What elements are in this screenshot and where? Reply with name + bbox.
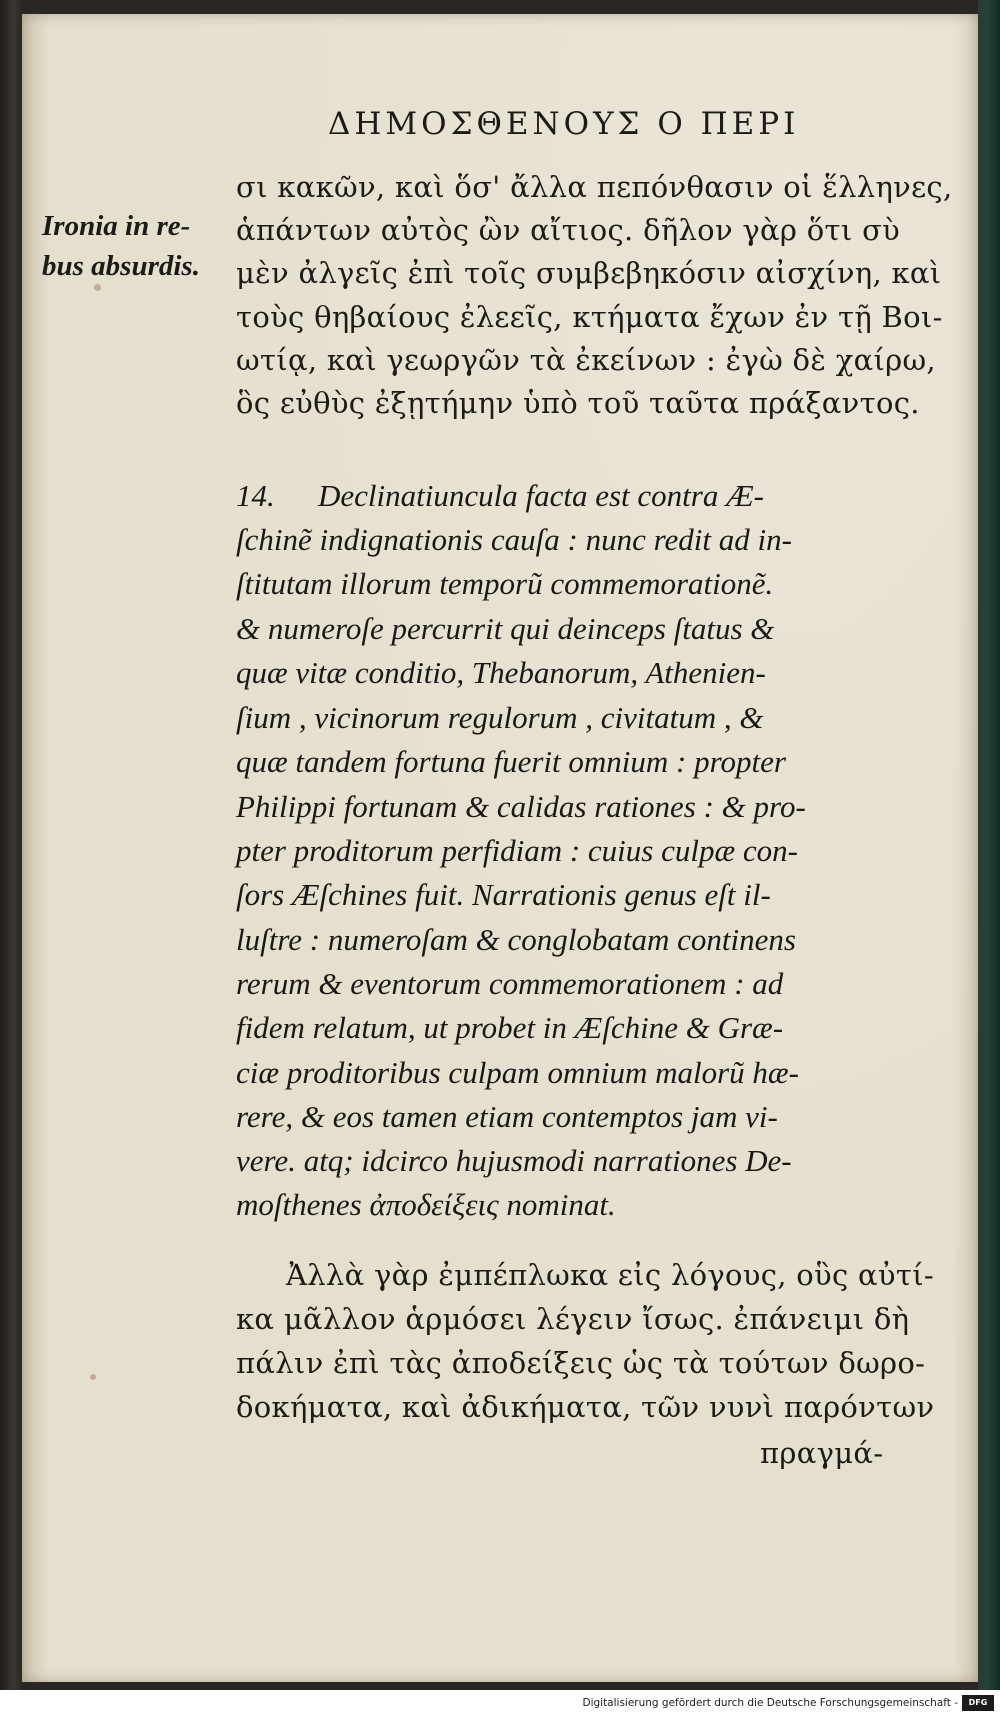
- greek-line: κα μᾶλλον ἁρμόσει λέγειν ἴσως. ἐπάνειμι δὴ: [236, 1302, 910, 1336]
- latin-line-text: Declinatiuncula facta est contra Æ-: [318, 478, 764, 513]
- margin-note: [42, 206, 200, 286]
- book-cover-right-edge: [978, 0, 1000, 1690]
- margin-note-line: bus absurdis.: [42, 250, 200, 282]
- latin-line: fidem relatum, ut probet in Æſchine & Græ-: [236, 1010, 784, 1045]
- greek-line: σι κακῶν, καὶ ὅσ' ἄλλα πεπόνθασιν οἱ ἕλληνες,: [236, 170, 953, 204]
- greek-line: μὲν ἀλγεῖς ἐπὶ τοῖς συμβεβηκόσιν αἰσχίνη, καὶ: [236, 256, 942, 290]
- greek-line: ωτίᾳ, καὶ γεωργῶν τὰ ἐκείνων : ἐγὼ δὲ χαίρω,: [236, 343, 936, 377]
- latin-line: & numeroſe percurrit qui deinceps ſtatus &: [236, 611, 775, 646]
- greek-line: ὃς εὐθὺς ἐξῃτήμην ὑπὸ τοῦ ταῦτα πράξαντος.: [236, 386, 920, 420]
- latin-line: ſchinẽ indignationis cauſa : nunc redit ad in-: [236, 522, 792, 557]
- running-head: ΔΗΜΟΣΘΕΝΟΥΣ Ο ΠΕΡΙ: [328, 106, 800, 142]
- commentary-number: 14.: [236, 478, 275, 513]
- latin-line: pter proditorum perfidiam : cuius culpæ con-: [236, 833, 798, 868]
- latin-line: quæ tandem fortuna fuerit omnium : propter: [236, 744, 786, 779]
- greek-line: τοὺς θηβαίους ἐλεεῖς, κτήματα ἔχων ἐν τῇ Βοι-: [236, 300, 943, 334]
- digitization-footer: [0, 1690, 1000, 1718]
- greek-line: ἁπάντων αὐτὸς ὢν αἴτιος. δῆλον γὰρ ὅτι σὺ: [236, 213, 901, 247]
- latin-line: ciæ proditoribus culpam omnium malorũ hæ-: [236, 1055, 799, 1090]
- latin-line: rerum & eventorum commemorationem : ad: [236, 966, 784, 1001]
- latin-line: ſium , vicinorum regulorum , civitatum , &: [236, 700, 764, 735]
- greek-line: Ἀλλὰ γὰρ ἐμπέπλωκα εἰς λόγους, οὓς αὐτί-: [286, 1258, 934, 1292]
- latin-line: vere. atq; idcirco hujusmodi narrationes De-: [236, 1143, 792, 1178]
- book-cover-left-edge: [0, 0, 22, 1690]
- greek-line: πάλιν ἐπὶ τὰς ἀποδείξεις ὡς τὰ τούτων δωρο-: [236, 1346, 926, 1380]
- greek-line: δοκήματα, καὶ ἀδικήματα, τῶν νυνὶ παρόντων: [236, 1390, 935, 1424]
- page-stain: [90, 1374, 96, 1380]
- latin-line-first: [236, 478, 942, 514]
- catchword: πραγμά-: [760, 1436, 884, 1470]
- latin-line: moſthenes ἀποδείξεις nominat.: [236, 1187, 616, 1222]
- latin-line: ſors Æſchines fuit. Narrationis genus eſt il-: [236, 877, 771, 912]
- latin-line: rere, & eos tamen etiam contemptos jam vi-: [236, 1099, 778, 1134]
- latin-line: ſtitutam illorum temporũ commemorationẽ.: [236, 566, 774, 601]
- margin-note-line: Ironia in re-: [42, 210, 191, 242]
- latin-line: Philippi fortunam & calidas rationes : & pro-: [236, 789, 806, 824]
- latin-line: luſtre : numeroſam & conglobatam continens: [236, 922, 796, 957]
- latin-line: quæ vitæ conditio, Thebanorum, Athenien-: [236, 655, 766, 690]
- dfg-logo: DFG: [962, 1695, 994, 1711]
- funding-credit: Digitalisierung gefördert durch die Deutsche Forschungsgemeinschaft -: [582, 1697, 958, 1709]
